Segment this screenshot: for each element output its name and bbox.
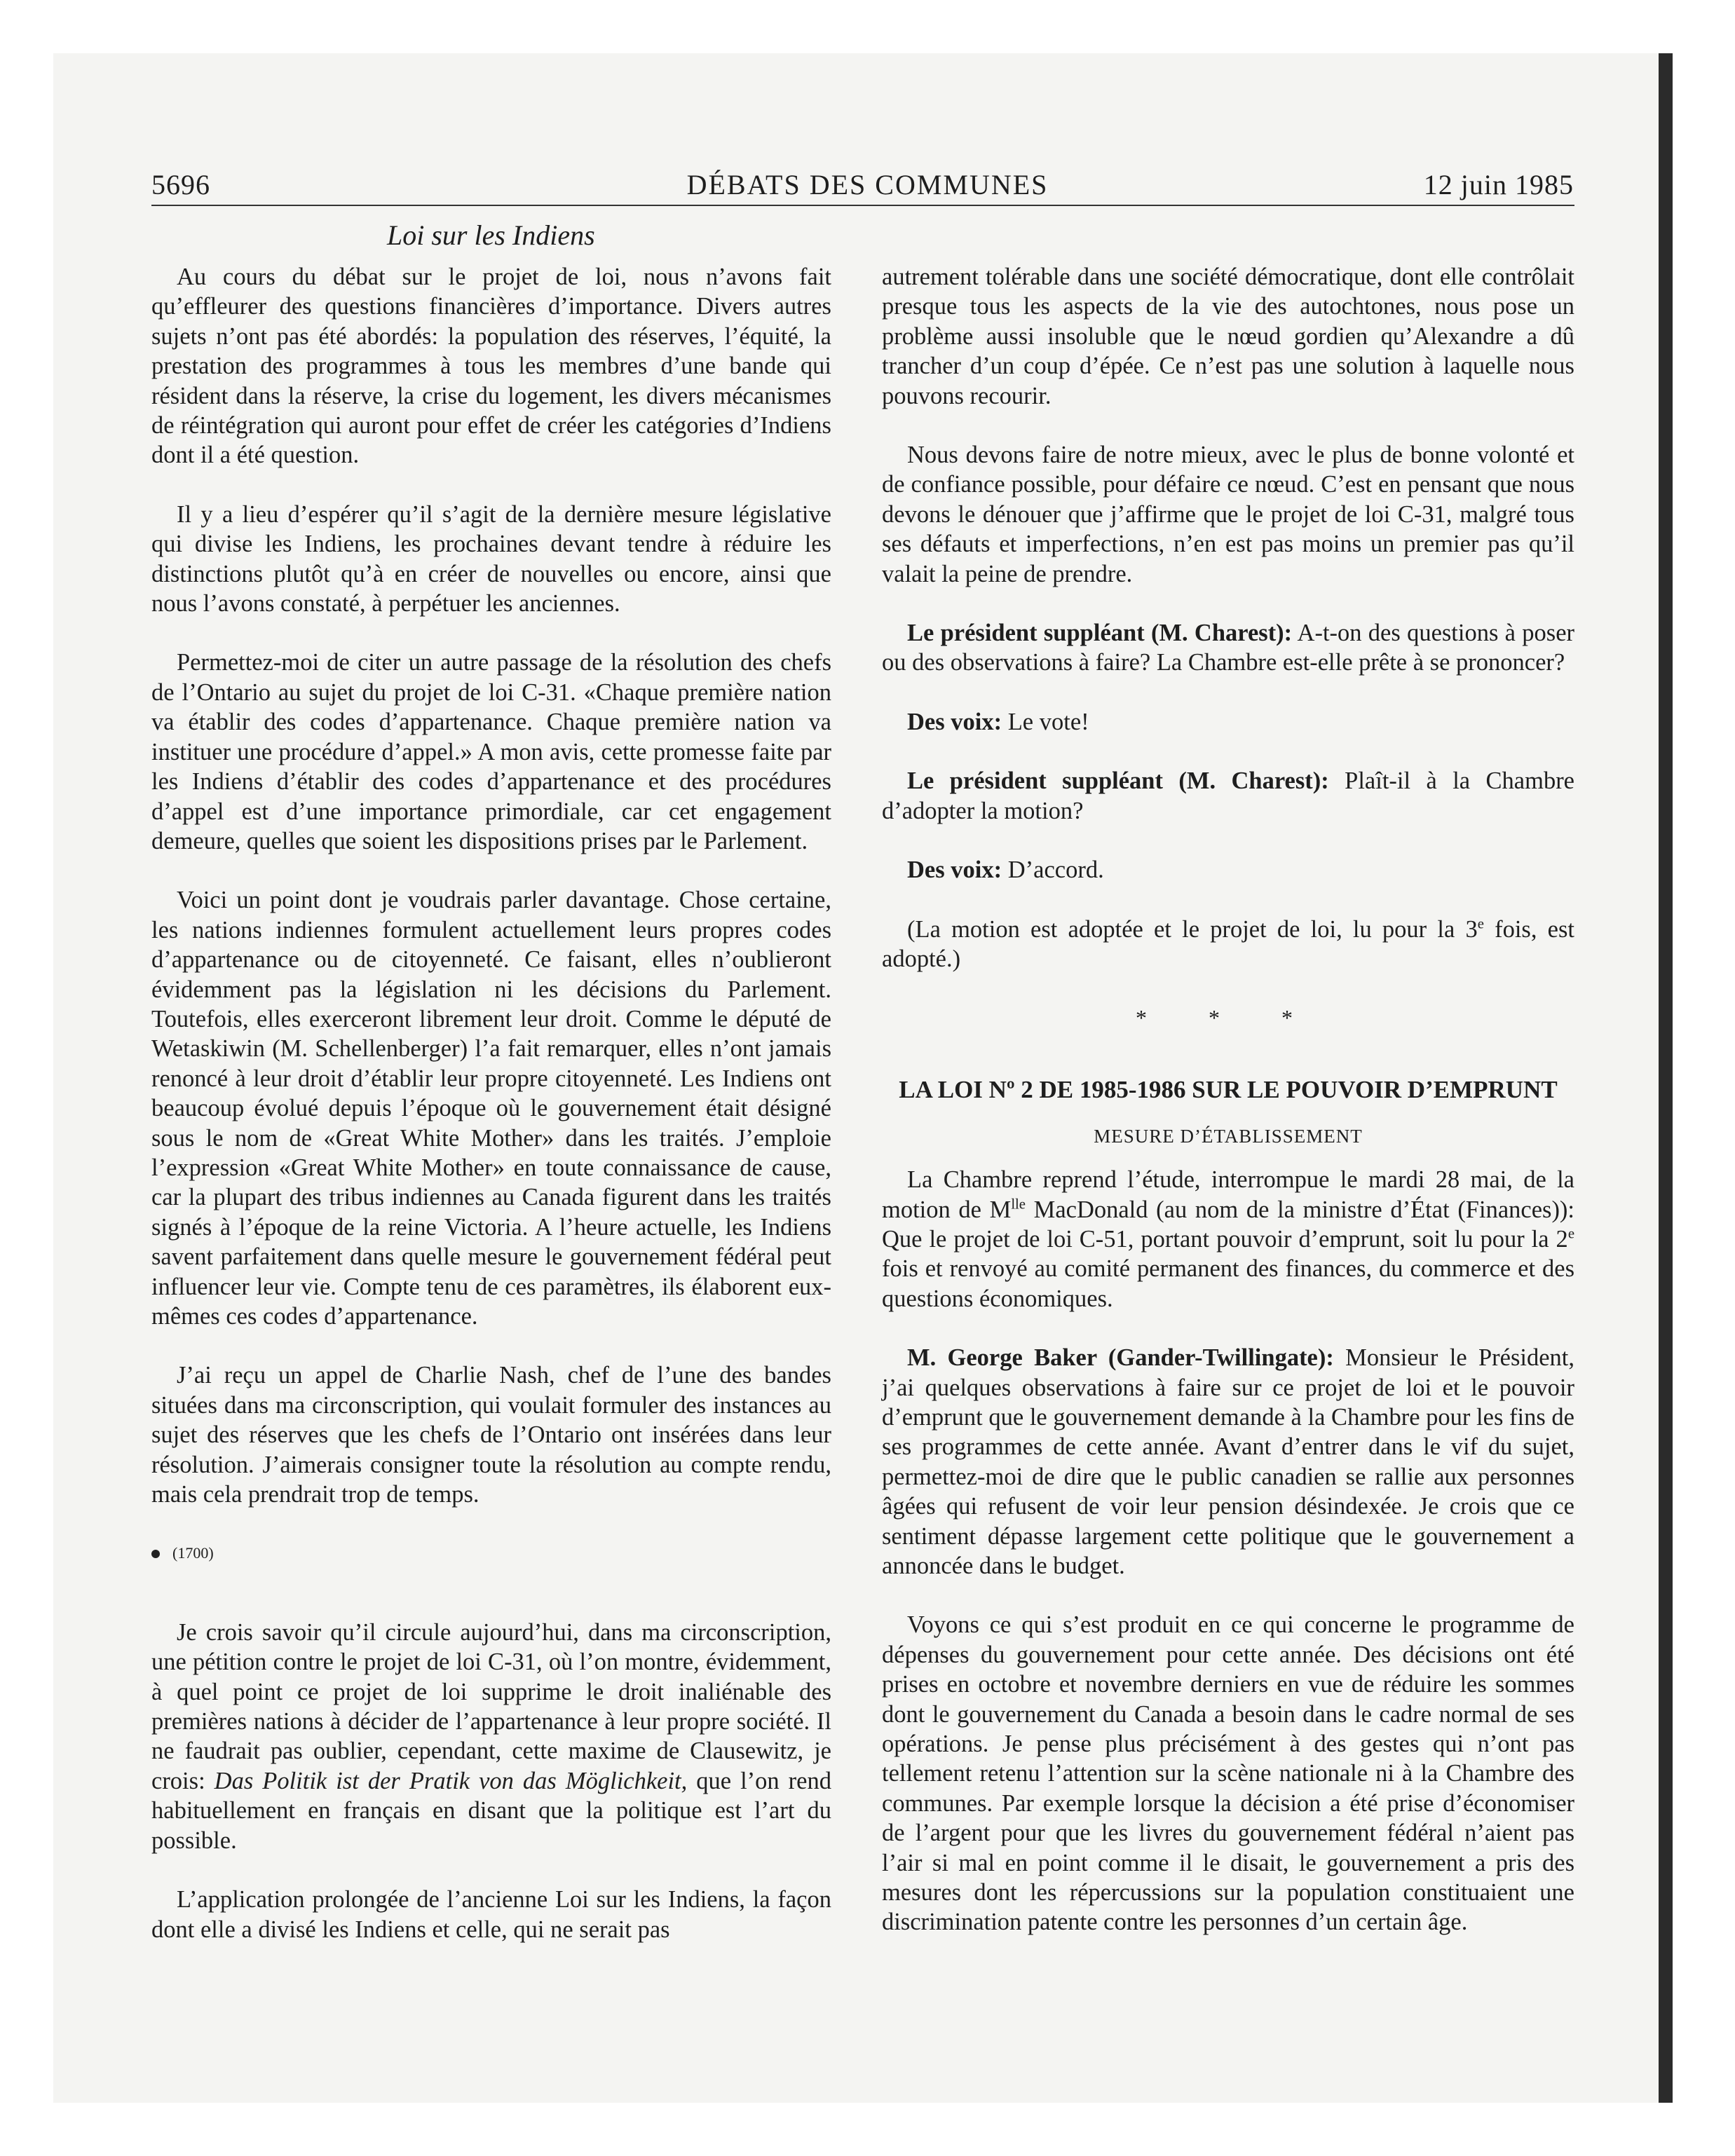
paragraph: [882, 1165, 1574, 1314]
note-text: fois, est adopté.): [882, 915, 1575, 972]
section-title: LA LOI Nº 2 DE 1985-1986 SUR LE POUVOIR D’EMPRUNT: [899, 1075, 1558, 1103]
speech: [882, 618, 1574, 678]
time-marker: [151, 1538, 831, 1568]
speaker-name: Des voix:: [907, 708, 1002, 735]
speech: [882, 766, 1574, 826]
paragraph: Il y a lieu d’espérer qu’il s’agit de la dernière mesure législative qui divise les Indiens, les prochaines devant tendre à réduire les distinctions plutôt qu’à en créer de nouvelles ou encore, ainsi que nous l’avons constaté, à perpétuer les anciennes.: [151, 500, 831, 618]
bullet-icon: [151, 1550, 160, 1558]
page-number: 5696: [151, 169, 210, 200]
speech-text: D’accord.: [1002, 857, 1104, 884]
right-column: [882, 262, 1574, 1937]
speech: [882, 855, 1574, 885]
paragraph-text: que l’on rend habituellement en français en disant que la politique est l’art du possible.: [151, 1767, 831, 1854]
paragraph-text: MacDonald (au nom de la ministre d’État (Finances)): Que le projet de loi C-51, portant pouvoir d’emprunt, soit lu pour la 2: [882, 1196, 1575, 1253]
scan-edge: [1659, 53, 1673, 2103]
superscript: e: [1567, 1226, 1574, 1242]
adoption-note: [882, 915, 1574, 974]
paragraph-text: La Chambre reprend l’étude, interrompue le mardi 28 mai, de la motion de M: [882, 1166, 1574, 1223]
speaker-name: M. George Baker (Gander-Twillingate):: [907, 1344, 1334, 1372]
paragraph: Au cours du débat sur le projet de loi, nous n’avons fait qu’effleurer des questions financières d’importance. Divers autres sujets n’ont pas été abordés: la population des réserves, l’équité, la prestation des programmes à tous les membres d’une bande qui résident dans la réserve, la crise du logement, les divers mécanismes de réintégration qui auront pour effet de créer les catégories d’Indiens dont il a été question.: [151, 264, 831, 469]
section-subtitle: MESURE D’ÉTABLISSEMENT: [1094, 1125, 1363, 1147]
paragraph: [151, 1618, 831, 1855]
header-rule: [151, 205, 1574, 206]
speech-text: Plaît-il à la Chambre d’adopter la motion?: [882, 767, 1574, 824]
speaker-name: Le président suppléant (M. Charest):: [907, 767, 1329, 795]
paragraph: Voyons ce qui s’est produit en ce qui concerne le programme de dépenses du gouvernement pour cette année. Des décisions ont été prises en octobre et novembre derniers en vue de réduire les sommes dont le gouvernement du Canada a besoin dans le cadre normal de ses opérations. Je pense plus précisément à des gestes qui n’ont pas tellement retenu l’attention sur la scène nationale ni à la Chambre des communes. Par exemple lorsque la décision a été prise d’économiser de l’argent pour que les livres du gouvernement fédéral n’aient pas l’air si mal en point comme il le disait, le gouvernement a pris des mesures dont les répercussions sur la population constituaient une discrimination patente contre les personnes d’un certain âge.: [882, 1611, 1574, 1936]
speech: [882, 1343, 1574, 1581]
paragraph: L’application prolongée de l’ancienne Loi sur les Indiens, la façon dont elle a divisé les Indiens et celle, qui ne serait pas: [151, 1886, 831, 1943]
paragraph: J’ai reçu un appel de Charlie Nash, chef de l’une des bandes situées dans ma circonscription, qui voulait formuler des instances au sujet des réserves que les chefs de l’Ontario ont insérées dans leur résolution. J’aimerais consigner toute la résolution au compte rendu, mais cela prendrait trop de temps.: [151, 1362, 831, 1508]
paragraph: Permettez-moi de citer un autre passage de la résolution des chefs de l’Ontario au sujet du projet de loi C-31. «Chaque première nation va établir des codes d’appartenance. Chaque première nation va instituer une procédure d’appel.» A mon avis, cette promesse faite par les Indiens d’établir des codes d’appartenance et des procédures d’appel est d’une importance primordiale, car cet engagement demeure, quelles que soient les dispositions prises par le Parlement.: [151, 649, 831, 854]
section-separator: * * *: [1136, 1005, 1321, 1031]
paragraph-text: Je crois savoir qu’il circule aujourd’hui, dans ma circonscription, une pétition contre le projet de loi C-31, où l’on montre, évidemment, à quel point ce projet de loi supprime le droit inaliénable des premières nations à décider de l’appartenance à leur propre société. Il ne faudrait pas oublier, cependant, cette maxime de Clausewitz, je crois:: [151, 1618, 831, 1794]
note-text: (La motion est adoptée et le projet de loi, lu pour la 3: [907, 915, 1478, 943]
speaker-name: Des voix:: [907, 857, 1002, 884]
paragraph: autrement tolérable dans une société démocratique, dont elle contrôlait presque tous les aspects de la vie des autochtones, nous pose un problème aussi insoluble que le nœud gordien qu’Alexandre a dû trancher d’un coup d’épée. Ce n’est pas une solution à laquelle nous pouvons recourir.: [882, 264, 1574, 409]
time-marker-text: (1700): [172, 1544, 214, 1562]
paragraph: Voici un point dont je voudrais parler davantage. Chose certaine, les nations indiennes formulent actuellement leurs propres codes d’appartenance ou de citoyenneté. Ce faisant, elles n’oublieront évidemment pas la législation ni les décisions du Parlement. Toutefois, elles exerceront librement leur droit. Comme le député de Wetaskiwin (M. Schellenberger) l’a fait remarquer, elles n’ont jamais renoncé à leur droit d’établir leur propre citoyenneté. Les Indiens ont beaucoup évolué depuis l’époque où le gouvernement était désigné sous le nom de «Great White Mother» dans les traités. J’emploie l’expression «Great White Mother» en toute connaissance de cause, car la plupart des tribus indiennes au Canada figurent dans les traités signés à l’époque de la reine Victoria. A l’heure actuelle, les Indiens savent parfaitement dans quelle mesure le gouvernement fédéral peut influencer leur vie. Compte tenu de ces paramètres, ils élaborent eux-mêmes ces codes d’appartenance.: [151, 887, 831, 1330]
speech-text: Le vote!: [1002, 708, 1089, 735]
publication-title: DÉBATS DES COMMUNES: [686, 169, 1049, 200]
paragraph-text: fois et renvoyé au comité permanent des finances, du commerce et des questions économiques.: [882, 1255, 1574, 1312]
superscript: lle: [1011, 1196, 1026, 1213]
speaker-name: Le président suppléant (M. Charest):: [907, 620, 1293, 647]
latin-quote: Das Politik ist der Pratik von das Möglichkeit,: [214, 1767, 688, 1794]
left-column: [151, 262, 831, 1944]
speech: [882, 707, 1574, 737]
superscript: e: [1477, 916, 1484, 932]
running-title: Loi sur les Indiens: [387, 219, 595, 251]
page-date: 12 juin 1985: [1423, 169, 1574, 200]
speech-text: Monsieur le Président, j’ai quelques observations à faire sur ce projet de loi et le pouvoir d’emprunt que le gouvernement demande à la Chambre pour les fins de ses programmes de cette année. Avant d’entrer dans le vif du sujet, permettez-moi de dire que le public canadien se rallie aux personnes âgées qui refusent de voir leur pension désindexée. Je crois que ce sentiment dépasse largement cette politique que le gouvernement a annoncée dans le budget.: [882, 1344, 1574, 1579]
speech-text: A-t-on des questions à poser ou des observations à faire? La Chambre est-elle prête à se prononcer?: [882, 620, 1574, 676]
paragraph: Nous devons faire de notre mieux, avec le plus de bonne volonté et de confiance possible, pour défaire ce nœud. C’est en pensant que nous devons le dénouer que j’affirme que le projet de loi C-31, malgré tous ses défauts et imperfections, n’en est pas moins un premier pas qu’il valait la peine de prendre.: [882, 442, 1574, 587]
